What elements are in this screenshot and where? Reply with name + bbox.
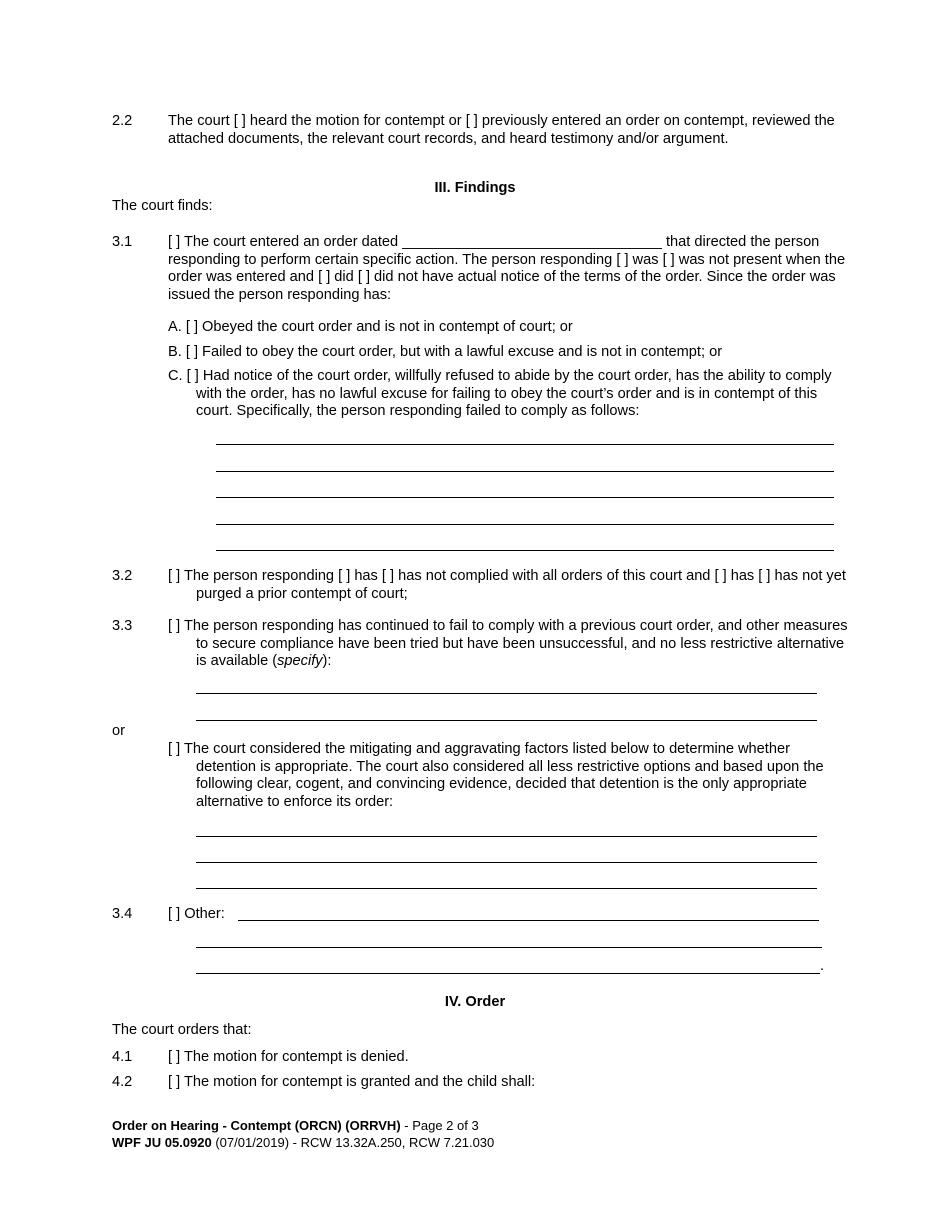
section-2-2-text: The court [ ] heard the motion for contempt or [ ] previously entered an order on contempt, reviewed the attached documents, the relevant court records, and heard testimony and/or argument. xyxy=(168,113,835,147)
footer-title-bold: Order on Hearing - Contempt (ORCN) (ORRVH) xyxy=(112,1118,401,1133)
fill-line[interactable] xyxy=(196,862,817,863)
order-item-text: [ ] The motion for contempt is granted and the child shall: xyxy=(168,1074,536,1090)
order-heading: IV. Order xyxy=(444,994,506,1010)
section-3-3-alt-text: [ ] The court considered the mitigating and aggravating factors listed below to determine whether detention is appropriate. The court also considered all less restrictive options and based upon the following clear, cogent, and convincing evidence, decided that detention is the only appropriate alternative to enforce its order: xyxy=(168,741,824,810)
section-number: 4.2 xyxy=(112,1074,133,1090)
or-label: or xyxy=(112,723,125,739)
section-3-3-text-before: [ ] The person responding has continued to fail to comply with a previous court order, and other measures to secure compliance have been tried but have been unsuccessful, and no less restrictive alternative is available ( xyxy=(168,618,848,669)
order-item-text: [ ] The motion for contempt is denied. xyxy=(168,1049,409,1065)
fill-line[interactable] xyxy=(196,947,822,948)
fill-line[interactable] xyxy=(216,524,834,525)
section-3-3-text-after: ): xyxy=(322,653,332,669)
section-number: 4.1 xyxy=(112,1049,133,1065)
section-number: 3.3 xyxy=(112,618,133,634)
specify-label: specify xyxy=(277,653,323,669)
fill-line[interactable] xyxy=(196,973,820,974)
section-3-3 xyxy=(168,618,848,671)
end-period: . xyxy=(820,958,825,974)
footer-form-rest: (07/01/2019) - RCW 13.32A.250, RCW 7.21.030 xyxy=(211,1135,495,1150)
footer-form-bold: WPF JU 05.0920 xyxy=(112,1135,212,1150)
section-3-3-text xyxy=(168,618,848,671)
section-number: 3.2 xyxy=(112,568,133,584)
fill-line[interactable] xyxy=(216,497,834,498)
fill-line[interactable] xyxy=(238,920,819,921)
fill-line[interactable] xyxy=(196,720,817,721)
option-c xyxy=(168,368,848,421)
section-3-2 xyxy=(168,568,848,603)
footer-page: - Page 2 of 3 xyxy=(400,1118,479,1133)
option-a: A. [ ] Obeyed the court order and is not in contempt of court; or xyxy=(168,319,573,335)
findings-heading: III. Findings xyxy=(434,180,516,196)
section-number: 3.1 xyxy=(112,234,133,250)
section-3-4-text: [ ] Other: xyxy=(168,906,225,922)
section-number: 2.2 xyxy=(112,113,133,129)
option-c-text: C. [ ] Had notice of the court order, willfully refused to abide by the court order, has the ability to comply with the order, has no lawful excuse for failing to obey the court’s order and is in contempt of this court. Specifically, the person responding failed to comply as follows: xyxy=(168,368,832,419)
section-number: 3.4 xyxy=(112,906,133,922)
section-3-3-alt xyxy=(168,741,848,811)
fill-line[interactable] xyxy=(216,550,834,551)
fill-line[interactable] xyxy=(196,888,817,889)
fill-line[interactable] xyxy=(216,471,834,472)
fill-line[interactable] xyxy=(196,693,817,694)
findings-intro: The court finds: xyxy=(112,198,213,214)
order-intro: The court orders that: xyxy=(112,1022,252,1038)
fill-line[interactable] xyxy=(196,836,817,837)
section-3-2-text: [ ] The person responding [ ] has [ ] has not complied with all orders of this court and [ ] has [ ] has not yet purged a prior contempt of court; xyxy=(168,568,846,602)
option-b: B. [ ] Failed to obey the court order, but with a lawful excuse and is not in contempt; or xyxy=(168,344,723,360)
footer-form xyxy=(112,1135,494,1151)
footer-title xyxy=(112,1118,479,1134)
fill-line[interactable] xyxy=(216,444,834,445)
section-3-1-text: [ ] The court entered an order dated ________________________________ that directed the person responding to perform certain specific action. The person responding [ ] was [ ] was not present when the order was entered and [ ] did [ ] did not have actual notice of the terms of the order. Since the order was issued the person responding has: xyxy=(168,234,846,303)
